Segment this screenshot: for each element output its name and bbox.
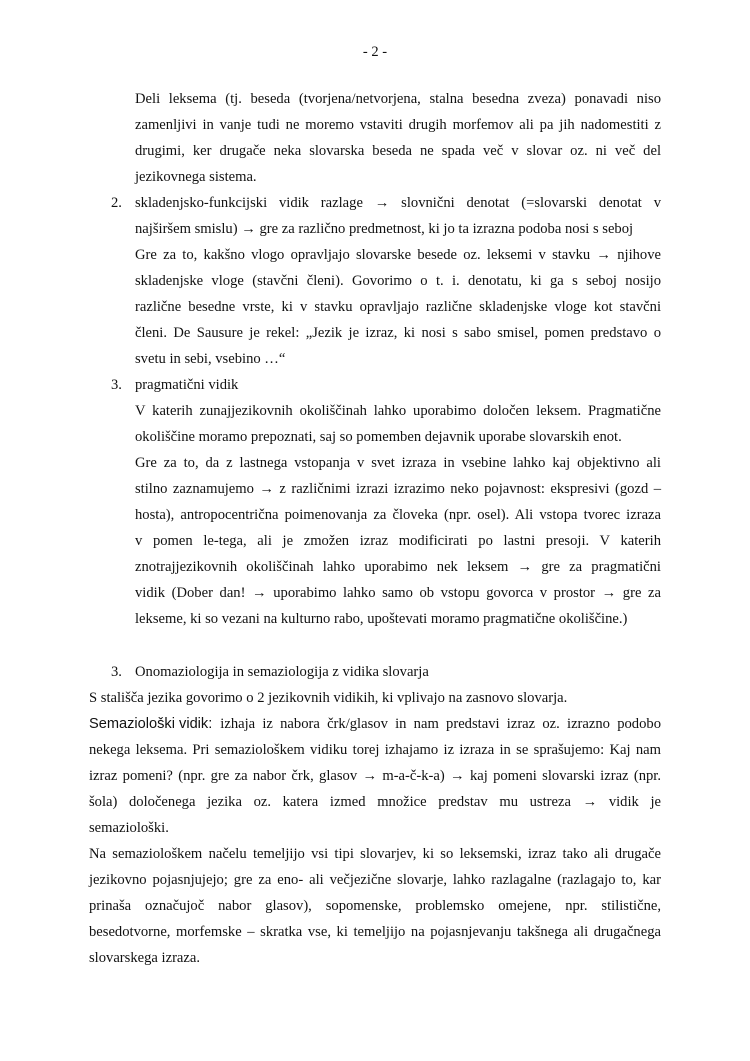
section-number: 3.	[111, 664, 122, 680]
paragraph-line: slovarskega izraza.	[89, 950, 201, 966]
paragraph-line: stilno zaznamujemo → z različnimi izrazi izrazimo neko pojavnost: ekspresivi (gozd –	[135, 481, 661, 497]
paragraph-line: členi. De Sausure je rekel: „Jezik je izraz, ki nosi s sabo smisel, pomen predstavo o	[135, 325, 661, 341]
paragraph-line: hosta), antropocentrična poimenovanja za človeka (npr. osel). Ali vstopa tvorec izraza	[135, 507, 661, 523]
list-number: 3.	[111, 377, 122, 393]
paragraph-line: svetu in sebi, vsebino …“	[135, 351, 286, 367]
paragraph-line: jezikovnega sistema.	[135, 169, 257, 185]
paragraph-line: besedotvorne, morfemske – skratka vse, ki temeljijo na pojasnjevanju takšnega ali drugačnega	[89, 924, 661, 940]
paragraph-line: znotrajjezikovnih okoliščinah lahko uporabimo nek leksem → gre za pragmatični	[135, 559, 661, 575]
list-item-title: pragmatični vidik	[135, 377, 239, 393]
paragraph-line: S stališča jezika govorimo o 2 jezikovnih vidikih, ki vplivajo na zasnovo slovarja.	[89, 690, 568, 706]
paragraph-line: Deli leksema (tj. beseda (tvorjena/netvorjena, stalna besedna zveza) ponavadi niso	[135, 91, 661, 107]
paragraph-line: izraz pomeni? (npr. gre za nabor črk, glasov → m-a-č-k-a) → kaj pomeni slovarski izraz (npr.	[89, 768, 661, 784]
paragraph-line: vidik (Dober dan! → uporabimo lahko samo ob vstopu govorca v prostor → gre za	[135, 585, 661, 601]
paragraph-line: šola) določenega jezika oz. katera izmed množice predstav mu ustreza → vidik je	[89, 794, 661, 810]
term-definition: izhaja iz nabora črk/glasov in nam predstavi izraz oz. izrazno podobo	[220, 716, 661, 732]
list-item-title: skladenjsko-funkcijski vidik razlage → slovnični denotat (=slovarski denotat v	[135, 195, 661, 211]
paragraph-line: lekseme, ki so vezani na kulturno rabo, upoštevati moramo pragmatične okoliščine.)	[135, 611, 628, 627]
paragraph-line: Gre za to, kakšno vlogo opravljajo slovarske besede oz. leksemi v stavku → njihove	[135, 247, 661, 263]
paragraph-line: okoliščine moramo prepoznati, saj so pomemben dejavnik uporabe slovarskih enot.	[135, 429, 622, 445]
paragraph-line: zamenljivi in vanje tudi ne moremo vstaviti drugih morfemov ali pa jih nadomestiti z	[135, 117, 661, 133]
paragraph-line: skladenjske vloge (stavčni členi). Govorimo o t. i. denotatu, ki ga s seboj nosijo	[135, 273, 661, 289]
paragraph-line: najširšem smislu) → gre za različno predmetnost, ki jo ta izrazna podoba nosi s seboj	[135, 221, 634, 237]
paragraph-line: V katerih zunajjezikovnih okoliščinah lahko uporabimo določen leksem. Pragmatične	[135, 403, 661, 419]
list-number: 2.	[111, 195, 122, 211]
paragraph-line: v pomen le-tega, ali je zmožen izraz modificirati po lastni presoji. V katerih	[135, 533, 661, 549]
paragraph-line: drugimi, ker drugače neka slovarska beseda ne spada več v slovar oz. ni več del	[135, 143, 661, 159]
page-number: - 2 -	[362, 44, 388, 60]
paragraph-line: Na semaziološkem načelu temeljijo vsi tipi slovarjev, ki so leksemski, izraz tako ali drugače	[89, 846, 661, 862]
term-definition-line	[89, 715, 661, 733]
paragraph-line: semaziološki.	[89, 820, 169, 836]
paragraph-line: jezikovno pojasnjujejo; gre za eno- ali večjezične slovarje, lahko razlagalne (razlagajo to, kar	[89, 872, 661, 888]
section-heading: Onomaziologija in semaziologija z vidika slovarja	[135, 664, 429, 680]
paragraph-line: Gre za to, da z lastnega vstopanja v svet izraza in vsebine lahko kaj objektivno ali	[135, 455, 661, 471]
paragraph-line: različne besedne vrste, ki v stavku opravljajo različne skladenjske vloge kot stavčni	[135, 299, 661, 315]
paragraph-line: nekega leksema. Pri semaziološkem vidiku torej izhajamo iz izraza in se sprašujemo: Kaj nam	[89, 742, 661, 758]
term-label: Semaziološki vidik:	[89, 716, 213, 732]
paragraph-line: prinaša označujoč nabor glasov), sopomenske, problemsko omejene, npr. stilistične,	[89, 898, 661, 914]
